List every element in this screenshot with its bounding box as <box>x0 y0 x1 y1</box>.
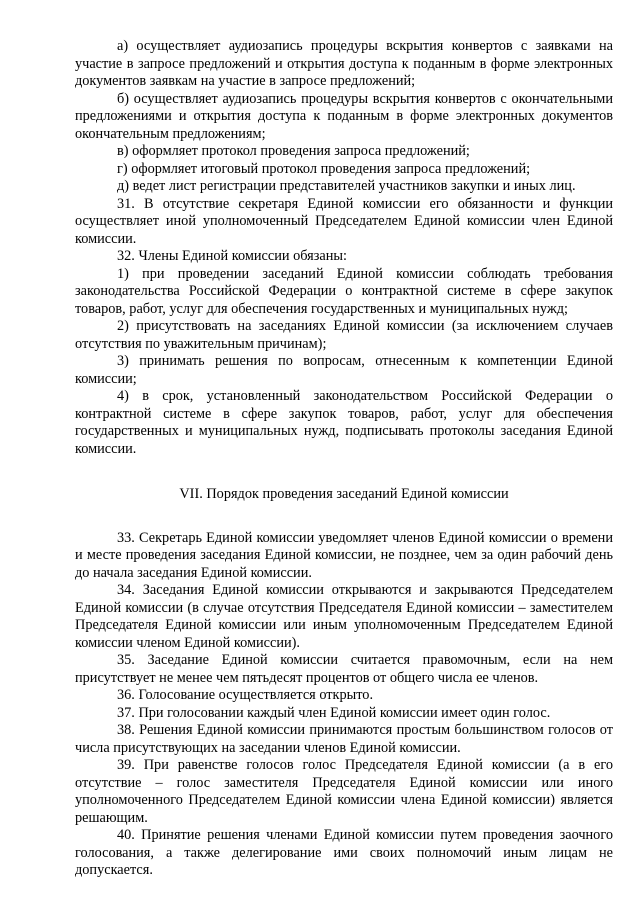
paragraph-32-2: 2) присутствовать на заседаниях Единой комиссии (за исключением случаев отсутствия по уважительным причинам); <box>75 318 613 352</box>
paragraph-36: 36. Голосование осуществляется открыто. <box>117 687 374 703</box>
paragraph-35: 35. Заседание Единой комиссии считается правомочным, если на нем присутствует не менее чем пятьдесят процентов от общего числа ее членов. <box>75 652 613 686</box>
section-bottom <box>75 530 613 880</box>
paragraph-37: 37. При голосовании каждый член Единой комиссии имеет один голос. <box>117 704 551 721</box>
paragraph-31: 31. В отсутствие секретаря Единой комиссии его обязанности и функции осуществляет иной уполномоченный Председателем Единой комиссии член Единой комиссии. <box>75 195 613 247</box>
paragraph-item-b: б) осуществляет аудиозапись процедуры вскрытия конвертов с окончательными предложениями и открытия доступа к поданным в форме электронных документов окончательным предложениям; <box>75 90 613 142</box>
paragraph-38: 38. Решения Единой комиссии принимаются простым большинством голосов от числа присутствующих на заседании членов Единой комиссии. <box>75 722 613 756</box>
paragraph-40: 40. Принятие решения членами Единой комиссии путем проведения заочного голосования, а также делегирование ими своих полномочий иным лицам не допускается. <box>75 827 613 878</box>
section-heading: VII. Порядок проведения заседаний Единой комиссии <box>179 486 509 502</box>
paragraph-32: 32. Члены Единой комиссии обязаны: <box>117 248 347 264</box>
paragraph-item-d: д) ведет лист регистрации представителей участников закупки и иных лиц. <box>117 178 576 194</box>
paragraph-32-1: 1) при проведении заседаний Единой комиссии соблюдать требования законодательства Российской Федерации о контрактной системе в сфере закупок товаров, работ, услуг для обеспечения государственных и муниципальных нужд; <box>75 265 613 317</box>
paragraph-32-4: 4) в срок, установленный законодательством Российской Федерации о контрактной системе в сфере закупок товаров, работ, услуг для обеспечения государственных и муниципальных нужд, подписывать протоколы заседания Единой комиссии. <box>75 388 613 457</box>
document-page <box>75 38 613 880</box>
paragraph-33: 33. Секретарь Единой комиссии уведомляет членов Единой комиссии о времени и месте проведения заседания Единой комиссии, не позднее, чем за один рабочий день до начала заседания Единой комиссии. <box>75 529 613 581</box>
paragraph-item-v: в) оформляет протокол проведения запроса предложений; <box>117 143 470 159</box>
paragraph-item-a: а) осуществляет аудиозапись процедуры вскрытия конвертов с заявками на участие в запросе предложений и открытия доступа к поданным в форме электронных документов заявкам на участие в запросе предложений; <box>75 38 613 89</box>
paragraph-34: 34. Заседания Единой комиссии открываются и закрываются Председателем Единой комиссии (в случае отсутствия Председателя Единой комиссии – заместителем Председателя Единой комиссии или иным уполномоченным Председателем Единой комиссии членом Единой комиссии). <box>75 582 613 651</box>
paragraph-32-3: 3) принимать решения по вопросам, отнесенным к компетенции Единой комиссии; <box>75 353 613 387</box>
paragraph-39: 39. При равенстве голосов голос Председателя Единой комиссии (а в его отсутствие – голос заместителя Председателя Единой комиссии или иного уполномоченного Председателем Единой комиссии члена Единой комиссии) является решающим. <box>75 757 613 826</box>
paragraph-item-g: г) оформляет итоговый протокол проведения запроса предложений; <box>117 160 531 177</box>
section-top <box>75 38 613 458</box>
